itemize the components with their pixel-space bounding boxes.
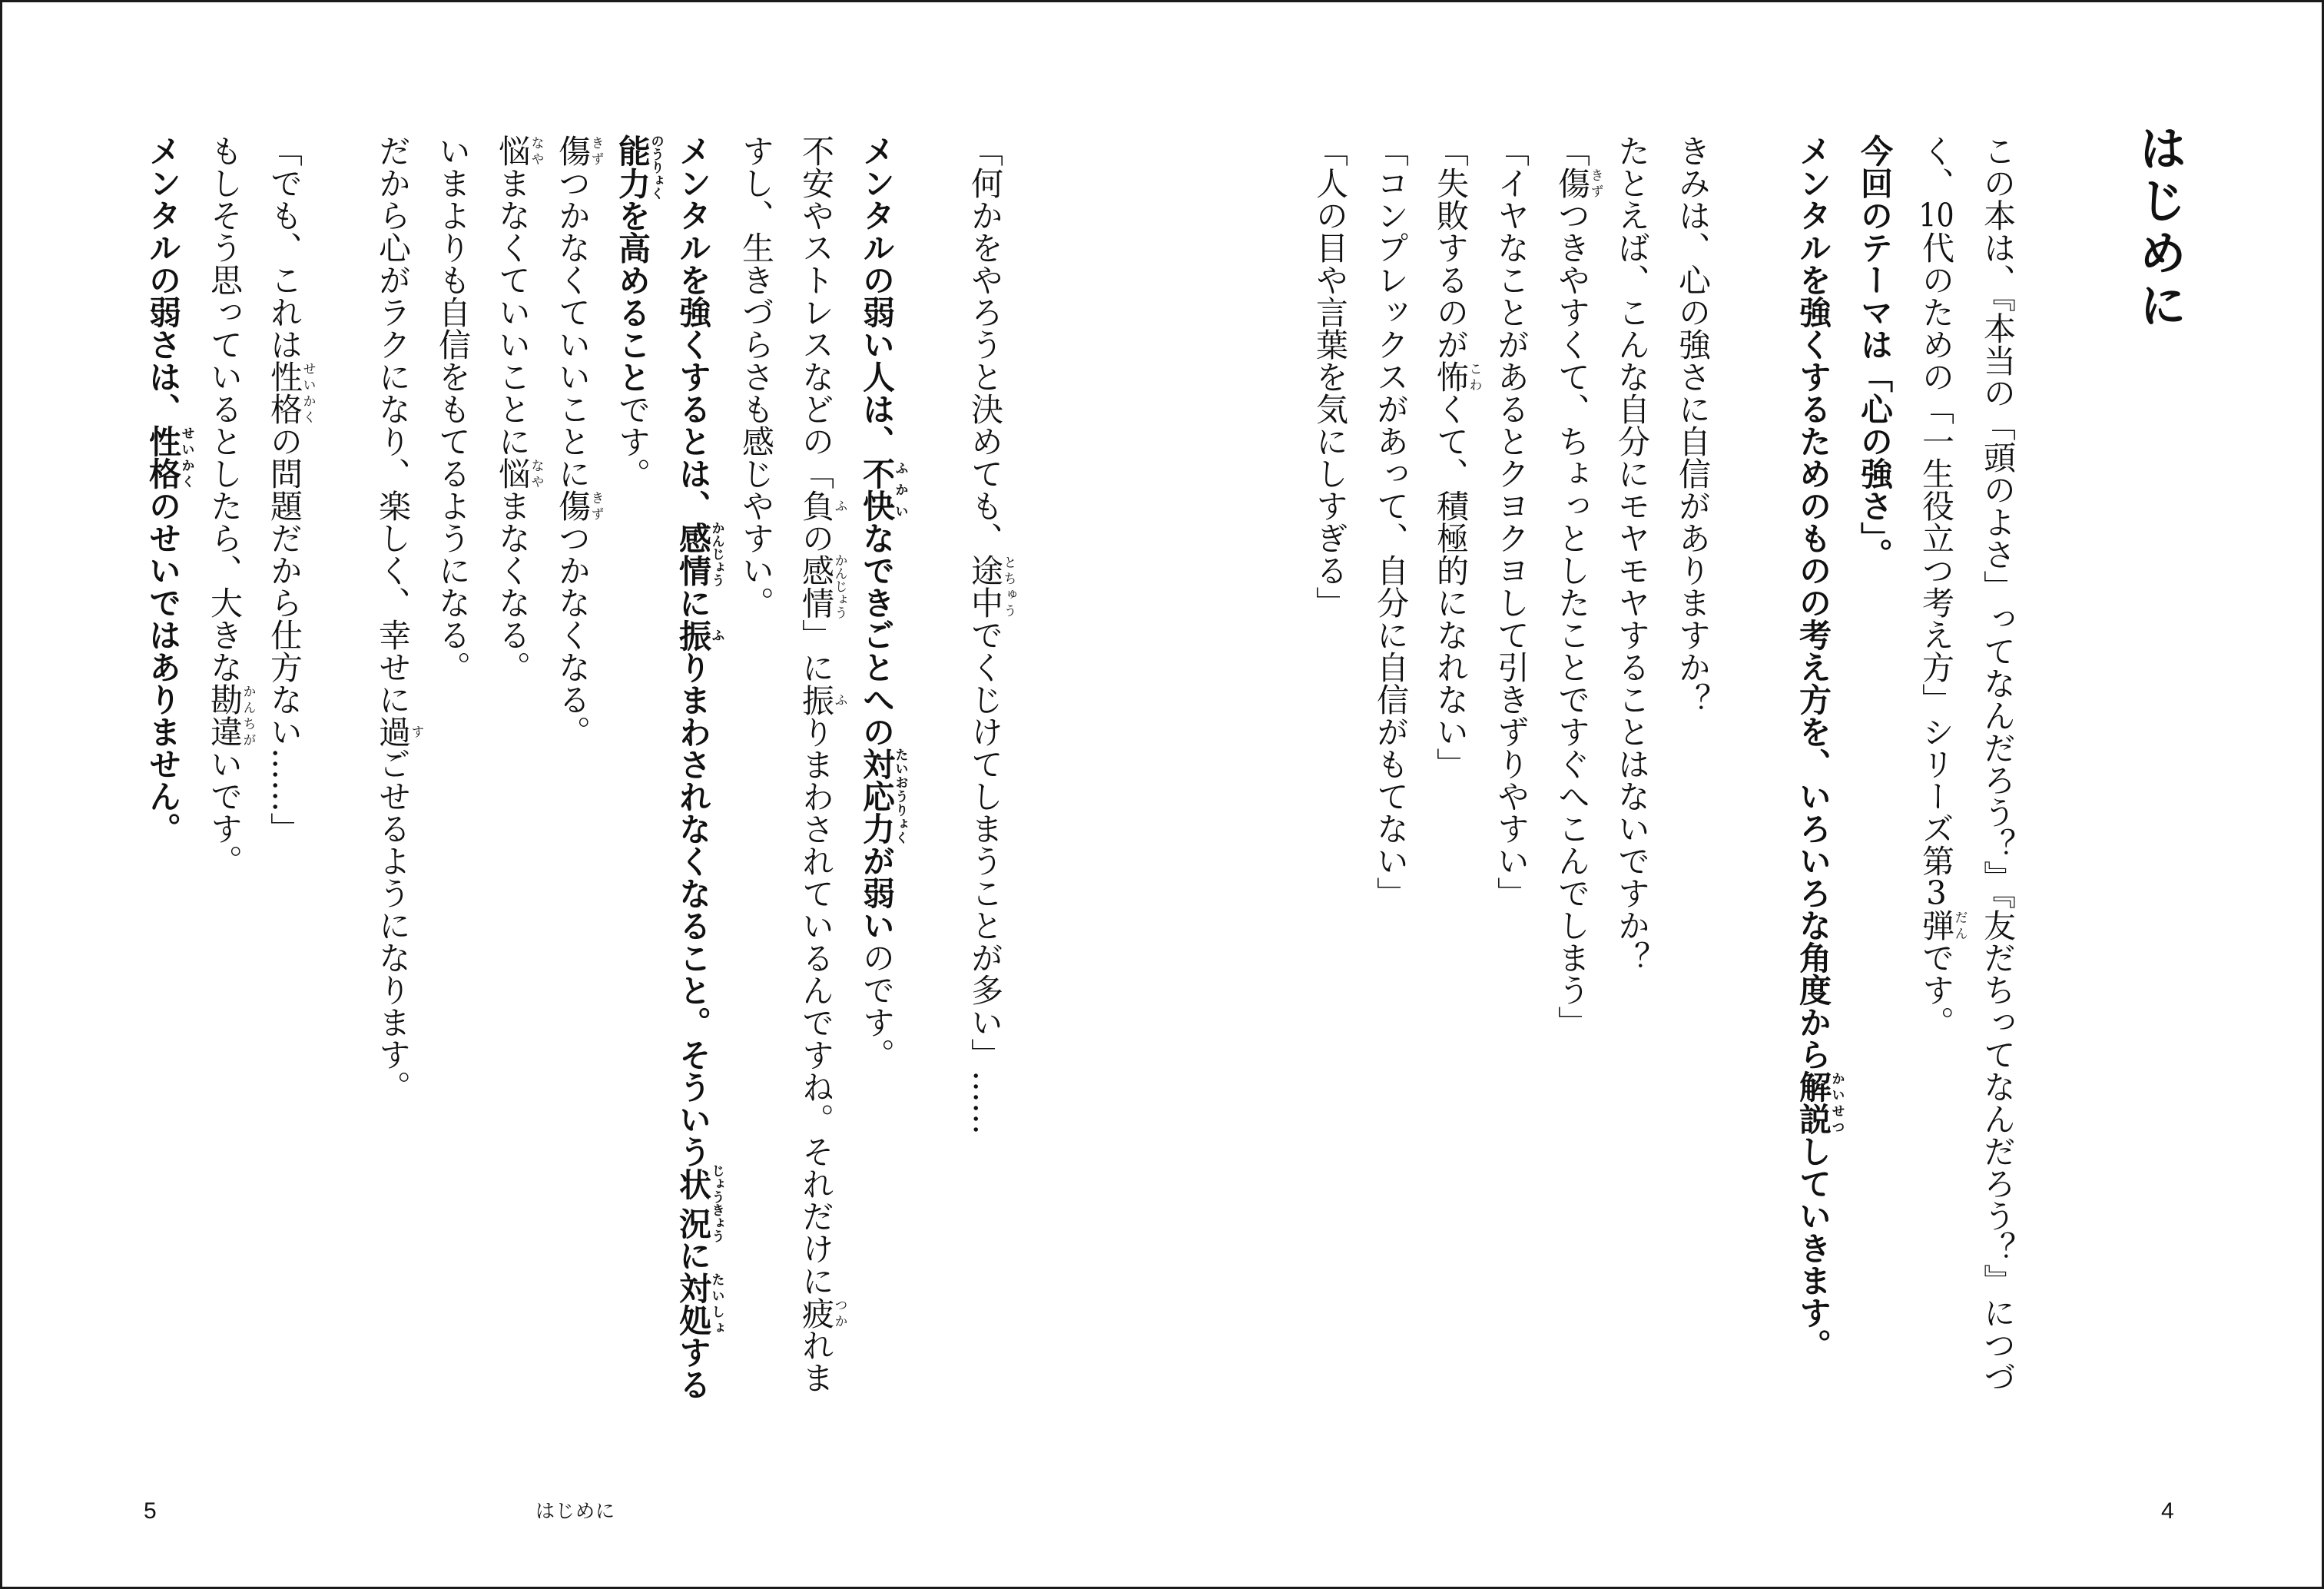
emphasis-text: する: [675, 1335, 712, 1401]
emphasis-text: メンタルを強くするためのものの考え方を、いろいろな角度から: [1795, 134, 1832, 1070]
text-column: [954, 134, 1016, 1135]
body-text: [797, 1296, 847, 1329]
emphasis-text: りまわされなくなること。そういう: [675, 651, 712, 1168]
ruby-word: 不快ふかい: [858, 457, 908, 522]
ruby-word: 感情かんじょう: [675, 521, 724, 587]
body-text: 「: [1553, 134, 1591, 167]
emphasis-text: 今回のテーマは「心の強さ」。: [1856, 134, 1894, 570]
ruby-reading: かいせつ: [1828, 1070, 1845, 1135]
ruby-word: 対応力たいおうりょく: [858, 748, 908, 844]
emphasis-text: [675, 521, 724, 587]
body-text: [797, 683, 847, 716]
ruby-word: 過す: [374, 715, 424, 748]
text-column: [1420, 134, 1481, 780]
emphasis-text: [144, 425, 194, 489]
ruby-word: 振ふ: [797, 683, 847, 716]
body-text: でくじけてしまうことが多い」……: [966, 619, 1004, 1135]
text-column: [1299, 134, 1361, 619]
body-text: です。: [614, 393, 651, 490]
ruby-word: 怖こわ: [1432, 360, 1482, 393]
emphasis-text: メンタルを強くするとは、: [675, 134, 712, 522]
chapter-heading: はじめに: [2131, 124, 2187, 333]
emphasis-text: メンタルの弱さは、: [144, 134, 182, 425]
text-column: [1541, 134, 1603, 1038]
emphasis-text: [675, 1271, 724, 1336]
body-text: 「失敗するのが: [1432, 134, 1470, 360]
ruby-reading: かんじょう: [708, 521, 724, 587]
ruby-word: 途中とちゅう: [966, 554, 1016, 619]
body-text: です。: [1918, 941, 1955, 1038]
body-text: [797, 553, 847, 619]
text-column: [1601, 134, 1663, 974]
body-text: 」に: [797, 619, 835, 684]
emphasis-text: [675, 619, 724, 652]
ruby-reading: たいしょ: [708, 1271, 724, 1336]
body-text: [374, 715, 424, 748]
emphasis-text: [858, 748, 908, 844]
text-column: [542, 134, 603, 748]
text-column: [132, 134, 194, 844]
body-text: 不安やストレスなどの「: [797, 134, 835, 489]
body-text: もしそう思っているとしたら、大きな: [206, 134, 244, 683]
body-text: [797, 489, 847, 522]
body-text: ごせるようになります。: [374, 748, 412, 1103]
body-text: いです。: [206, 748, 244, 877]
text-column: [422, 134, 483, 683]
body-text: つきやすくて、ちょっとしたことですぐへこんでしまう」: [1553, 199, 1591, 1038]
ruby-reading: つか: [831, 1296, 847, 1329]
ruby-word: 対処たいしょ: [675, 1271, 724, 1336]
emphasis-text: なできごとへの: [858, 522, 896, 748]
ruby-reading: とちゅう: [1000, 554, 1016, 619]
ruby-reading: たいおうりょく: [892, 748, 908, 844]
body-text: くて、積極的になれない」: [1432, 393, 1470, 780]
ruby-word: 傷きず: [554, 489, 604, 522]
text-column: [362, 134, 423, 1103]
emphasis-text: に: [675, 586, 712, 619]
body-text: まなくなる。: [494, 489, 532, 683]
ruby-reading: きず: [588, 134, 604, 167]
text-column: [482, 134, 543, 683]
ruby-word: 能力のうりょく: [614, 134, 664, 200]
text-column: [785, 134, 847, 1394]
emphasis-text: [1795, 1070, 1845, 1135]
running-head: はじめに: [535, 1500, 616, 1522]
body-text: 「でも、これは: [266, 134, 303, 360]
upright-number: 3: [1926, 877, 1947, 909]
emphasis-text: [858, 457, 908, 522]
ruby-reading: かんじょう: [831, 553, 847, 619]
body-text: きみは、心の強さに自信がありますか？: [1674, 134, 1712, 715]
emphasis-text: を高めること: [614, 199, 651, 393]
body-text: まなくていいことに: [494, 167, 532, 457]
ruby-word: 悩なや: [494, 457, 544, 489]
text-column: [194, 134, 255, 877]
ruby-reading: きず: [1587, 167, 1603, 199]
emphasis-text: [675, 1164, 724, 1242]
ruby-reading: せいかく: [178, 425, 194, 489]
emphasis-text: [614, 134, 664, 200]
text-column: [1967, 134, 2028, 1393]
text-column: [1782, 134, 1844, 1361]
ruby-reading: す: [408, 715, 424, 748]
body-text: 「人の目や言葉を気にしすぎる」: [1311, 134, 1349, 619]
ruby-word: 疲つか: [797, 1296, 847, 1329]
text-column: [1360, 134, 1421, 909]
body-text: この本は、『本当の「頭のよさ」ってなんだろう？』『友だちってなんだろう？』につづ: [1979, 134, 2017, 1393]
ruby-word: 感情かんじょう: [797, 553, 847, 619]
body-text: いまよりも自信をもてるようになる。: [434, 134, 472, 683]
body-text: [206, 683, 256, 748]
body-text: のです。: [858, 941, 896, 1070]
text-column: [662, 134, 724, 1401]
body-text: [1918, 909, 1968, 941]
body-text: [1553, 167, 1603, 199]
body-text: く、10代のための「一生役立つ考え方」シリーズ第3: [1918, 134, 1955, 909]
text-column: [602, 134, 663, 490]
ruby-word: 負ふ: [797, 489, 847, 522]
emphasis-text: のせいではありません。: [144, 489, 182, 844]
body-text: すし、生きづらさも感じやすい。: [738, 134, 775, 619]
ruby-reading: かんちが: [240, 683, 256, 748]
body-text: [1432, 360, 1482, 393]
ruby-word: 悩なや: [494, 134, 544, 167]
body-text: りまわされているんですね。それだけに: [797, 715, 835, 1297]
ruby-word: 状況じょうきょう: [675, 1164, 724, 1242]
page-5: [2, 2, 1164, 1587]
body-text: れま: [797, 1329, 835, 1394]
body-text: [494, 134, 544, 167]
text-column: [1905, 134, 1967, 1038]
ruby-reading: きず: [588, 489, 604, 522]
ruby-reading: じょうきょう: [708, 1164, 724, 1242]
page-number-left: 5: [144, 1498, 157, 1524]
body-text: つかなくなる。: [554, 522, 592, 748]
page-number-right: 4: [2161, 1498, 2174, 1524]
upright-number: 10: [1918, 199, 1954, 231]
body-text: [554, 489, 604, 522]
ruby-word: 弾だん: [1918, 909, 1968, 941]
body-text: [554, 134, 604, 167]
emphasis-text: が弱い: [858, 844, 896, 941]
body-text: つかなくていいことに: [554, 167, 592, 489]
body-text: 「イヤなことがあるとクヨクヨして引きずりやすい」: [1493, 134, 1530, 909]
body-text: たとえば、こんな自分にモヤモヤすることはないですか？: [1613, 134, 1651, 974]
ruby-reading: なや: [528, 457, 544, 489]
ruby-reading: のうりょく: [648, 134, 664, 200]
body-text: の問題だから仕方ない……」: [266, 425, 303, 844]
ruby-reading: ふかい: [892, 457, 908, 522]
text-column: [1844, 134, 1905, 570]
text-column: [254, 134, 315, 844]
ruby-reading: ふ: [708, 619, 724, 652]
ruby-word: 勘違かんちが: [206, 683, 256, 748]
body-text: [966, 554, 1016, 619]
body-text: の: [797, 522, 835, 554]
ruby-reading: こわ: [1466, 360, 1482, 393]
text-column: [1662, 134, 1723, 715]
ruby-reading: ふ: [831, 489, 847, 522]
ruby-word: 解説かいせつ: [1795, 1070, 1845, 1135]
page-4: [1164, 2, 2322, 1587]
emphasis-text: メンタルの弱い人は、: [858, 134, 896, 457]
ruby-word: 傷きず: [554, 134, 604, 167]
ruby-word: 振ふ: [675, 619, 724, 652]
ruby-word: 性格せいかく: [144, 425, 194, 489]
emphasis-text: に: [675, 1239, 712, 1272]
body-text: 「何かをやろうと決めても、: [966, 134, 1004, 554]
ruby-reading: だん: [1951, 909, 1968, 941]
body-text: [494, 457, 544, 489]
text-column: [725, 134, 787, 619]
ruby-reading: なや: [528, 134, 544, 167]
ruby-reading: ふ: [831, 683, 847, 716]
body-text: [266, 360, 316, 425]
ruby-word: 傷きず: [1553, 167, 1603, 199]
text-column: [1480, 134, 1542, 909]
body-text: 「コンプレックスがあって、自分に自信がもてない」: [1372, 134, 1410, 909]
ruby-word: 性格せいかく: [266, 360, 316, 425]
emphasis-text: していきます。: [1795, 1135, 1832, 1361]
ruby-reading: せいかく: [300, 360, 316, 425]
text-column: [846, 134, 907, 1070]
body-text: だから心がラクになり、楽しく、幸せに: [374, 134, 412, 715]
